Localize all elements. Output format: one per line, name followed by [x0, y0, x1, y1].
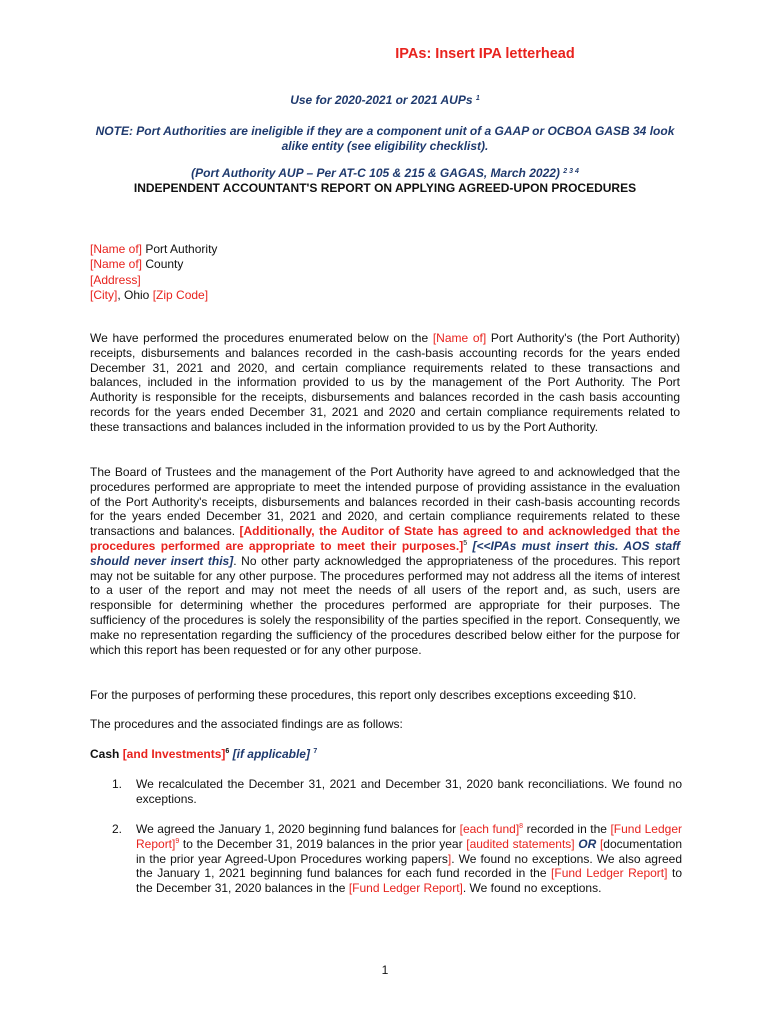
procedure-text-part: . We found no exceptions. We also agreed the January 1, 2021 beginning fund balances for each fund recorded in the [136, 851, 682, 881]
addressee-line-2 [90, 257, 217, 272]
paragraph-text: The Board of Trustees and the management of the Port Authority have agreed to and acknowledged that the procedures performed are appropriate to meet the intended purpose of providing assistance in the evaluation of the Port Authority's receipts, disbursements and balances recorded in their cash-basis accounting records for the years ended December 31, 2021 and 2020, and certain compliance requirements related to these transactions and balances. [90, 465, 680, 539]
placeholder: [audited statements] [466, 836, 575, 851]
eligibility-note: NOTE: Port Authorities are ineligible if they are a component unit of a GAAP or OCBOA GASB 34 look alike entity (see eligibility checklist). [95, 124, 675, 153]
paragraph-text: We have performed the procedures enumerated below on the [90, 331, 433, 345]
paragraph-procedures-lead: The procedures and the associated findings are as follows: [90, 717, 403, 731]
procedure-text-part: . We found no exceptions. [462, 881, 602, 896]
usage-note-text: Use for 2020-2021 or 2021 AUPs [290, 93, 473, 107]
placeholder: [Name of] [90, 257, 143, 272]
addressee-text: , Ohio [117, 287, 153, 302]
placeholder: [Fund Ledger Report] [348, 881, 463, 896]
addressee-text: Port Authority [142, 242, 218, 256]
procedure-text [136, 822, 682, 896]
section-title: Cash [90, 747, 123, 761]
placeholder: [each fund] [459, 822, 520, 836]
list-number: 1. [112, 777, 123, 791]
report-title: INDEPENDENT ACCOUNTANT'S REPORT ON APPLYING AGREED-UPON PROCEDURES [133, 181, 637, 195]
paragraph-text: Port Authority's (the Port Authority) receipts, disbursements and balances recorded in the cash-basis accounting records for the years ended December 31, 2021 and 2020, and certain compliance requirements related to these transactions and balances, included in the information provided to us by the management of the Port Authority. The Port Authority is responsible for the receipts, disbursements and balances recorded in the cash basis accounting records for the years ended December 31, 2021 and 2020 and certain compliance requirements related to these transactions and balances included in the information provided to us by the Port Authority. [90, 331, 680, 434]
placeholder: [Fund Ledger Report] [136, 822, 682, 851]
usage-note [90, 93, 680, 108]
placeholder: [Name of] [90, 242, 143, 256]
conditional-note: [if applicable] [229, 747, 310, 761]
page-number: 1 [381, 963, 389, 977]
or-alternative: OR [574, 836, 600, 851]
footnote-ref: 6 [225, 748, 230, 755]
placeholder: [Fund Ledger Report] [551, 866, 668, 881]
footnote-ref: 8 [519, 823, 524, 830]
placeholder: [and Investments] [122, 747, 226, 761]
placeholder: [Zip Code] [152, 287, 209, 302]
footnote-ref: 5 [463, 539, 468, 547]
paragraph-exceptions-threshold: For the purposes of performing these procedures, this report only describes exceptions exceeding $10. [90, 688, 637, 702]
procedure-text-part: We agreed the January 1, 2020 beginning fund balances for [136, 822, 460, 836]
procedure-item-2 [112, 822, 682, 896]
procedure-text: We recalculated the December 31, 2021 and December 31, 2020 bank reconciliations. We found no exceptions. [136, 777, 682, 806]
footnote-ref: 2 3 4 [563, 168, 579, 175]
placeholder: ] [447, 851, 452, 866]
procedure-text-part: to the December 31, 2020 balances in the [136, 866, 683, 896]
aos-insert-text: [Additionally, the Auditor of State has agreed to and acknowledged that the procedures performed are appropriate to meet their purposes.] [90, 524, 680, 553]
paragraph-acknowledgement [90, 465, 680, 657]
paragraph-text: . No other party acknowledged the appropriateness of the procedures. This report may not be suitable for any other purpose. The procedures performed may not address all the items of interest to a user of the report and may not meet the needs of all users of the report and, as such, users are responsible for determining whether the procedures performed are appropriate for their purposes. The sufficiency of the procedures is solely the responsibility of the parties specified in the report. Consequently, we make no representation regarding the sufficiency of the procedures described below either for the purpose for which this report has been requested or for any other purpose. [90, 553, 680, 657]
paragraph-procedures-intro [90, 331, 680, 435]
list-number: 2. [112, 822, 123, 836]
procedure-item-1 [112, 777, 682, 807]
aup-standard-line [90, 166, 680, 181]
footnote-ref: 7 [313, 748, 318, 755]
section-heading-cash [90, 747, 680, 762]
addressee-block [90, 242, 217, 303]
placeholder: [Name of] [432, 331, 487, 345]
letterhead-placeholder: IPAs: Insert IPA letterhead [395, 46, 575, 62]
placeholder: [ [599, 836, 604, 851]
placeholder: [Address] [90, 272, 141, 287]
procedure-text-part: documentation in the prior year Agreed-Upon Procedures working papers [136, 836, 683, 866]
addressee-line-3 [90, 273, 217, 288]
ipa-instruction: [<<IPAs must insert this. AOS staff should never insert this] [90, 538, 680, 568]
footnote-ref: 1 [475, 95, 480, 102]
procedure-text-part: to the December 31, 2019 balances in the prior year [179, 836, 467, 851]
procedure-text-part: recorded in the [523, 822, 611, 836]
addressee-line-4 [90, 288, 217, 303]
footnote-ref: 9 [175, 837, 180, 845]
addressee-text: County [142, 257, 184, 272]
aup-standard-text: (Port Authority AUP – Per AT-C 105 & 215 & GAGAS, March 2022) [191, 166, 560, 180]
placeholder: [City] [90, 287, 118, 302]
addressee-line-1 [90, 242, 217, 257]
